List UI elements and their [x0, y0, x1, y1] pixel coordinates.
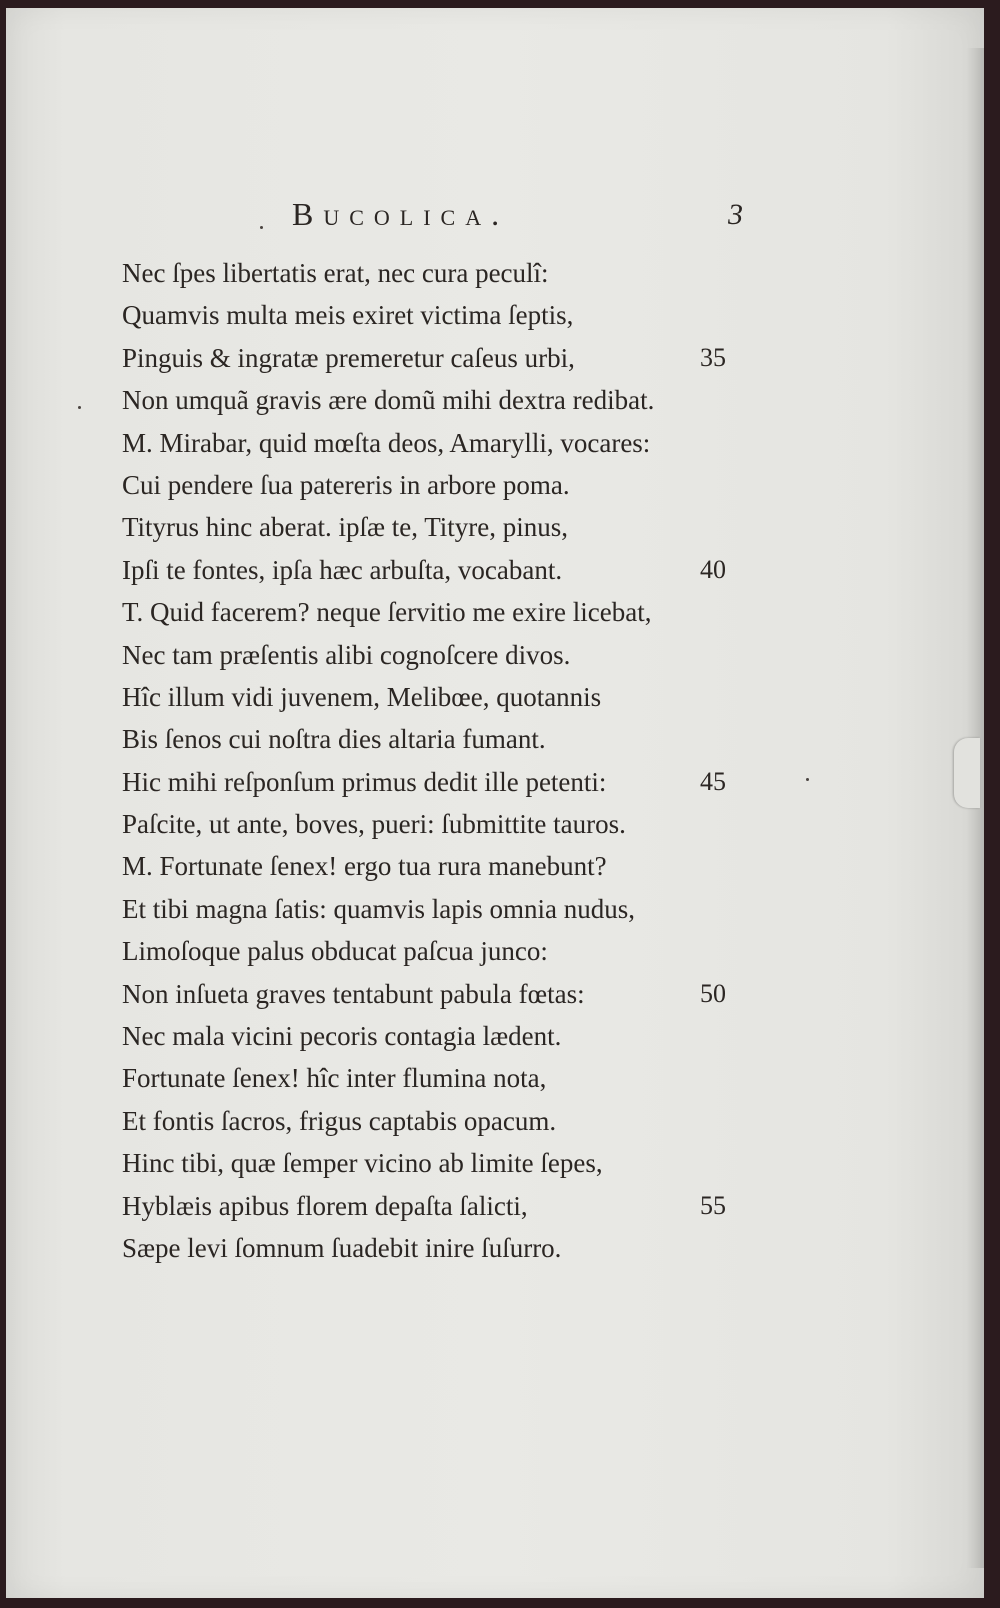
verse-line [122, 1100, 762, 1142]
verse-block [122, 252, 762, 1269]
verse-text: Paſcite, ut ante, boves, pueri: ſubmittite tauros. [122, 809, 626, 840]
verse-text: Cui pendere ſua patereris in arbore poma. [122, 469, 570, 500]
verse-text: Hyblæis apibus florem depaſta ſalicti, [122, 1190, 528, 1221]
verse-text: Et tibi magna ſatis: quamvis lapis omnia nudus, [122, 893, 635, 924]
running-title: Bucolica. [292, 196, 510, 232]
verse-line [122, 803, 762, 845]
verse-text: Non inſueta graves tentabunt pabula fœtas: [122, 978, 585, 1009]
verse-line [122, 718, 762, 760]
verse-text: Hic mihi reſponſum primus dedit ille petenti: [122, 766, 607, 797]
verse-text: Hinc tibi, quæ ſemper vicino ab limite ſepes, [122, 1148, 603, 1179]
verse-line [122, 888, 762, 930]
verse-line [122, 252, 762, 294]
line-number: 50 [700, 978, 726, 1008]
verse-text: M. Fortunate ſenex! ergo tua rura manebunt? [122, 851, 607, 882]
verse-text: T. Quid facerem? neque ſervitio me exire licebat, [122, 597, 652, 628]
line-number: 40 [700, 554, 726, 584]
ink-speck [806, 778, 809, 781]
verse-line [122, 761, 762, 803]
verse-line [122, 549, 762, 591]
verse-text: Fortunate ſenex! hîc inter flumina nota, [122, 1063, 547, 1094]
line-number: 35 [700, 342, 726, 372]
verse-text: Sæpe levi ſomnum ſuadebit inire ſuſurro. [122, 1232, 562, 1263]
verse-line [122, 973, 762, 1015]
verse-text: Tityrus hinc aberat. ipſæ te, Tityre, pinus, [122, 512, 569, 543]
verse-line [122, 1015, 762, 1057]
verse-line [122, 294, 762, 336]
verse-text: Nec tam præſentis alibi cognoſcere divos. [122, 639, 571, 670]
verse-line [122, 676, 762, 718]
book-page [6, 8, 984, 1598]
verse-text: Nec ſpes libertatis erat, nec cura peculî: [122, 258, 549, 288]
page-tab [954, 738, 980, 808]
verse-line [122, 1057, 762, 1099]
verse-line [122, 845, 762, 887]
verse-line [122, 1227, 762, 1269]
verse-text: Bis ſenos cui noſtra dies altaria fumant. [122, 724, 546, 755]
running-head [6, 196, 984, 236]
verse-line [122, 464, 762, 506]
verse-line [122, 337, 762, 379]
verse-line [122, 1185, 762, 1227]
verse-line [122, 379, 762, 421]
verse-text: Et fontis ſacros, frigus captabis opacum. [122, 1105, 557, 1136]
verse-text: Nec mala vicini pecoris contagia lædent. [122, 1021, 562, 1052]
ink-speck [260, 226, 263, 229]
line-number: 45 [700, 766, 726, 796]
verse-line [122, 422, 762, 464]
verse-text: Ipſi te fontes, ipſa hæc arbuſta, vocabant. [122, 554, 563, 585]
verse-line [122, 634, 762, 676]
verse-text: Quamvis multa meis exiret victima ſeptis, [122, 300, 574, 331]
verse-text: M. Mirabar, quid mœſta deos, Amarylli, vocares: [122, 427, 651, 458]
verse-text: Limoſoque palus obducat paſcua junco: [122, 936, 548, 967]
verse-text: Non umquã gravis ære domũ mihi dextra redibat. [122, 385, 655, 416]
verse-line [122, 1142, 762, 1184]
verse-text: Hîc illum vidi juvenem, Melibœe, quotannis [122, 681, 602, 712]
ink-speck [78, 406, 81, 409]
verse-line [122, 506, 762, 548]
page-edge [966, 48, 984, 1568]
verse-line [122, 591, 762, 633]
page-number: 3 [728, 198, 743, 231]
verse-text: Pinguis & ingratæ premeretur caſeus urbi, [122, 342, 575, 373]
line-number: 55 [700, 1190, 726, 1220]
verse-line [122, 930, 762, 972]
